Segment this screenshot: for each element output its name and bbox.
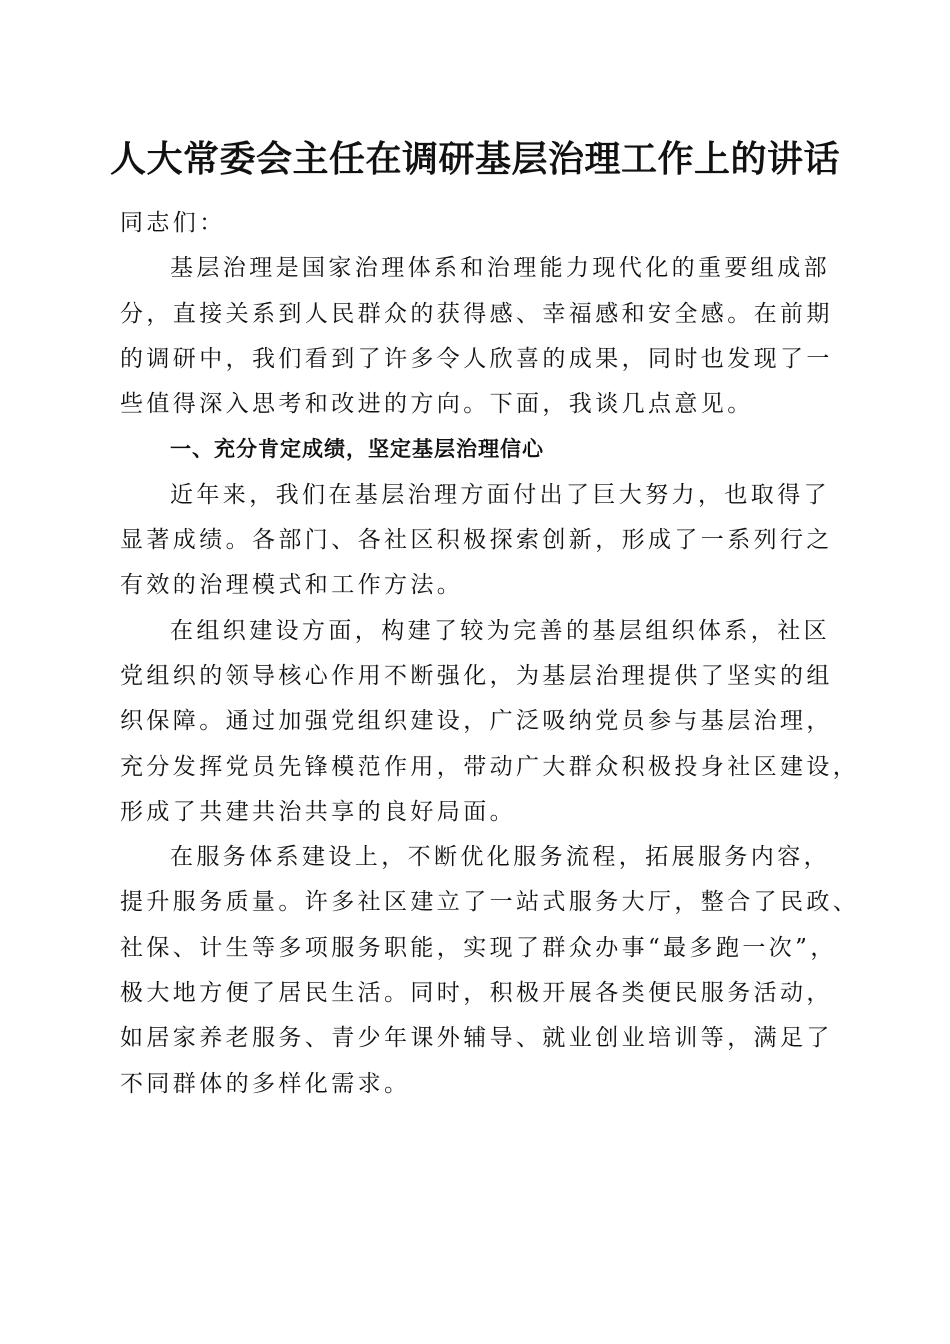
paragraph-services	[120, 835, 860, 1107]
text-line: 在组织建设方面，构建了较为完善的基层组织体系，社区	[170, 617, 830, 644]
text-line: 基层治理是国家治理体系和治理能力现代化的重要组成部	[170, 255, 830, 282]
salutation: 同志们：	[120, 210, 226, 236]
text-line: 有效的治理模式和工作方法。	[120, 572, 464, 599]
text-line: 充分发挥党员先锋模范作用，带动广大群众积极投身社区建设，	[120, 753, 860, 780]
document-title: 人大常委会主任在调研基层治理工作上的讲话	[109, 138, 840, 180]
text-line: 在服务体系建设上，不断优化服务流程，拓展服务内容，	[170, 844, 830, 871]
text-line: 如居家养老服务、青少年课外辅导、就业创业培训等，满足了	[120, 1025, 833, 1052]
text-line: 显著成绩。各部门、各社区积极探索创新，形成了一系列行之	[120, 527, 833, 554]
text-line: 不同群体的多样化需求。	[120, 1070, 411, 1097]
text-line: 提升服务质量。许多社区建立了一站式服务大厅，整合了民政、	[120, 889, 860, 916]
text-line: 社保、计生等多项服务职能，实现了群众办事“最多跑一次”，	[120, 934, 837, 961]
paragraph-achievements	[120, 473, 832, 609]
text-line: 极大地方便了居民生活。同时，积极开展各类便民服务活动，	[120, 980, 833, 1007]
text-line: 党组织的领导核心作用不断强化，为基层治理提供了坚实的组	[120, 662, 833, 689]
text-line: 形成了共建共治共享的良好局面。	[120, 798, 516, 825]
text-line: 的调研中，我们看到了许多令人欣喜的成果，同时也发现了一	[120, 345, 833, 372]
document-body	[120, 201, 860, 1107]
text-line: 织保障。通过加强党组织建设，广泛吸纳党员参与基层治理，	[120, 708, 833, 735]
text-line: 分，直接关系到人民群众的获得感、幸福感和安全感。在前期	[120, 300, 833, 327]
paragraph-intro	[120, 246, 832, 427]
section-heading-1: 一、充分肯定成绩，坚定基层治理信心	[170, 437, 544, 462]
text-line: 些值得深入思考和改进的方向。下面，我谈几点意见。	[120, 391, 754, 418]
text-line: 近年来，我们在基层治理方面付出了巨大努力，也取得了	[170, 481, 830, 508]
paragraph-organization	[120, 609, 860, 835]
